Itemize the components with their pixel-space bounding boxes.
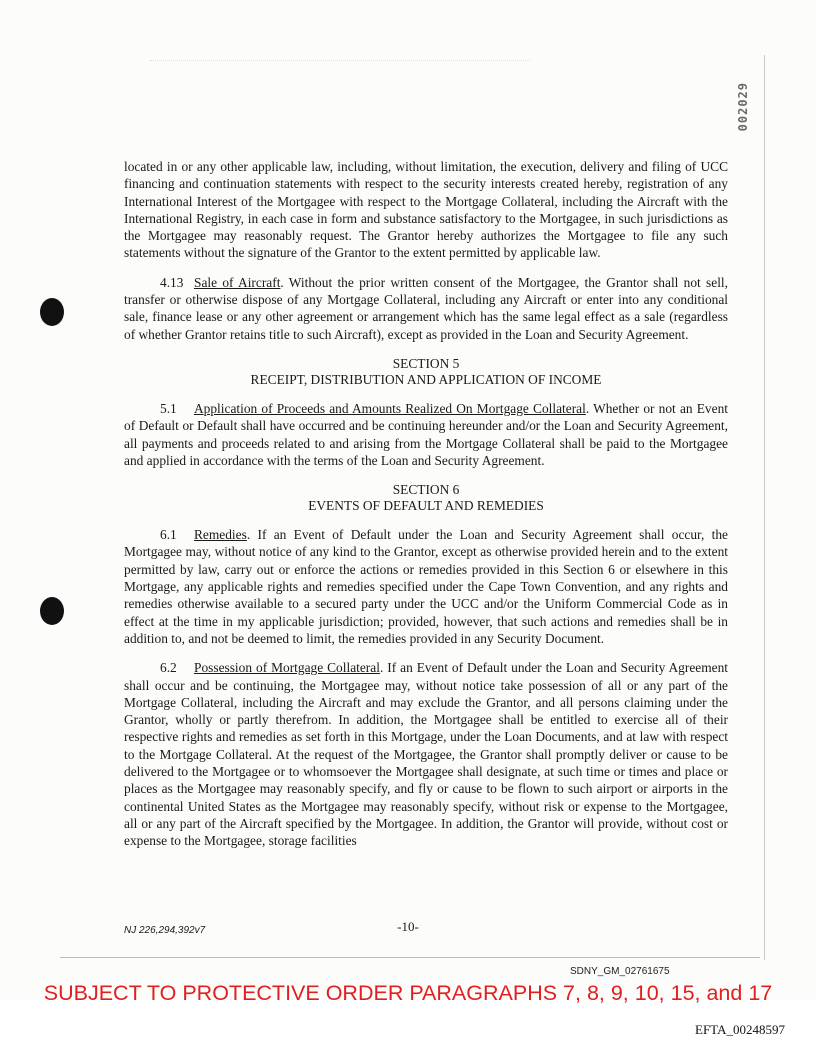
paragraph-6-1 [124, 526, 728, 647]
bates-number: SDNY_GM_02761675 [570, 966, 670, 977]
section-label: SECTION 5 [392, 355, 460, 371]
paragraph-5-1 [124, 400, 728, 469]
vertical-bates-stamp: 002029 [736, 82, 750, 132]
paragraph-body: . If an Event of Default under the Loan and Security Agreement shall occur and be continuing, the Mortgagee may, without notice take possession of all or any part of the Mortgage Collateral, including the Aircraft and may exclude the Grantor, and all persons claiming under the Grantor, wholly or partly therefrom. In addition, the Mortgagee shall be entitled to exercise all of their respective rights and remedies as set forth in this Mortgage, under the Loan Documents, and at law with respect to the Mortgage Collateral. At the request of the Mortgagee, the Grantor shall promptly deliver or cause to be delivered to the Mortgagee or to whomsoever the Mortgagee shall designate, at such time or times and place or places as the Mortgagee may reasonably specify, and fly or cause to be flown to such airport or airports in the continental United States as the Mortgagee may reasonably specify, without risk or expense to the Mortgagee, all or any part of the Aircraft specified by the Mortgagee. In addition, the Grantor will provide, without cost or expense to the Mortgagee, storage facilities [124, 660, 728, 849]
footer-rule [60, 957, 760, 958]
section-title: EVENTS OF DEFAULT AND REMEDIES [308, 498, 544, 514]
paragraph-number: 6.1 [160, 527, 177, 543]
punch-hole-icon [40, 298, 64, 326]
paragraph-number: 5.1 [160, 400, 177, 416]
paragraph-6-2 [124, 659, 728, 849]
section-label: SECTION 6 [392, 482, 460, 498]
section-6-heading [124, 482, 728, 514]
paragraph-body: . If an Event of Default under the Loan and Security Agreement shall occur, the Mortgagee may, without notice of any kind to the Grantor, except as otherwise provided herein and to the extent permitted by law, carry out or enforce the actions or remedies provided in this Section 6 or elsewhere in this Mortgage, any applicable rights and remedies specified under the Cape Town Convention, and any rights and remedies otherwise available to a secured party under the UCC and/or the Uniform Commercial Code as in effect at the time in my applicable jurisdiction; provided, however, that such actions and remedies shall be in addition to, and not be deemed to limit, the remedies provided in any Security Document. [124, 527, 728, 646]
page-number: -10- [397, 919, 419, 934]
paragraph-heading: Application of Proceeds and Amounts Realized On Mortgage Collateral [194, 400, 586, 416]
margin-rule [764, 55, 765, 960]
punch-hole-icon [40, 597, 64, 625]
document-id: NJ 226,294,392v7 [124, 925, 206, 936]
paragraph-heading: Sale of Aircraft [194, 274, 281, 290]
paragraph-heading: Possession of Mortgage Collateral [194, 660, 380, 676]
paragraph-number: 4.13 [160, 274, 184, 290]
efta-number: EFTA_00248597 [695, 1022, 785, 1037]
section-title: RECEIPT, DISTRIBUTION AND APPLICATION OF INCOME [250, 371, 602, 387]
paragraph-heading: Remedies [194, 527, 247, 543]
paragraph-body: . Without the prior written consent of the Mortgagee, the Grantor shall not sell, transfer or otherwise dispose of any Mortgage Collateral, including any Aircraft or enter into any conditional sale, finance lease or any other agreement or arrangement which has the same legal effect as a sale (regardless of whether Grantor retains title to such Aircraft), except as provided in the Loan and Security Agreement. [124, 274, 729, 342]
paragraph-body: . Whether or not an Event of Default or Default shall have occurred and be continuing hereunder and/or the Loan and Security Agreement, all payments and proceeds related to and arising from the Mortgage Collateral shall be paid to the Mortgagee and applied in accordance with the terms of the Loan and Security Agreement. [124, 400, 728, 468]
paragraph-4-13 [124, 274, 728, 343]
continuation-paragraph: located in or any other applicable law, including, without limitation, the execution, delivery and filing of UCC financing and continuation statements with respect to the security interests created hereby, registration of any International Interest of the Mortgagee with respect to the Mortgage Collateral, including the Aircraft with the International Registry, in each case in form and substance satisfactory to the Mortgagee, in such jurisdictions as the Mortgagee may reasonably request. The Grantor hereby authorizes the Mortgagee to file any such statements without the signature of the Grantor to the extent permitted by applicable law. [124, 159, 728, 261]
paragraph-number: 6.2 [160, 660, 177, 676]
document-body [124, 158, 728, 850]
scan-artifact [150, 60, 530, 67]
section-5-heading [124, 356, 728, 388]
protective-order-banner: SUBJECT TO PROTECTIVE ORDER PARAGRAPHS 7, 8, 9, 10, 15, and 17 [43, 981, 773, 1005]
